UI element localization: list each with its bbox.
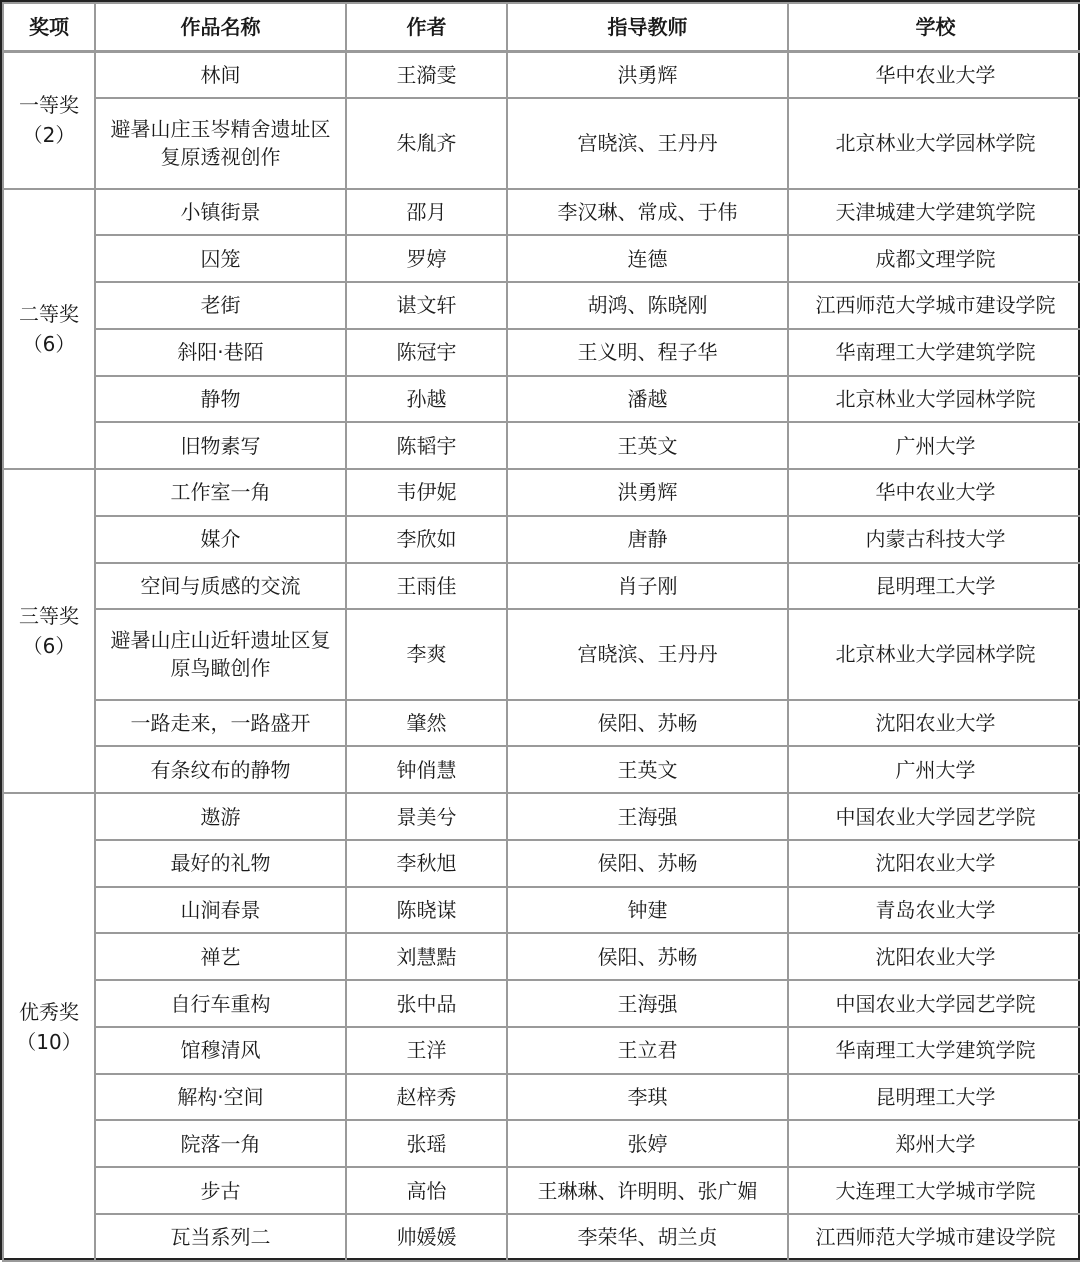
- awards-table: [2, 2, 1080, 1262]
- cell-title: 最好的礼物: [95, 840, 346, 887]
- cell-author: 刘慧黠: [346, 933, 507, 980]
- cell-title: 避暑山庄山近轩遗址区复原鸟瞰创作: [95, 609, 346, 699]
- cell-title: 媒介: [95, 516, 346, 563]
- cell-author: 王雨佳: [346, 563, 507, 610]
- cell-school: 内蒙古科技大学: [788, 516, 1080, 563]
- cell-teacher: 胡鸿、陈晓刚: [507, 282, 788, 329]
- award-count: （6）: [22, 634, 76, 659]
- cell-school: 沈阳农业大学: [788, 700, 1080, 747]
- cell-school: 北京林业大学园林学院: [788, 98, 1080, 188]
- cell-title: 小镇街景: [95, 189, 346, 236]
- cell-teacher: 宫晓滨、王丹丹: [507, 609, 788, 699]
- cell-author: 肇然: [346, 700, 507, 747]
- table-row: [3, 1167, 1080, 1214]
- cell-school: 江西师范大学城市建设学院: [788, 282, 1080, 329]
- cell-teacher: 连德: [507, 235, 788, 282]
- cell-title: 老街: [95, 282, 346, 329]
- cell-author: 王漪雯: [346, 52, 507, 99]
- cell-teacher: 张婷: [507, 1120, 788, 1167]
- table-row: [3, 329, 1080, 376]
- cell-school: 郑州大学: [788, 1120, 1080, 1167]
- header-author: 作者: [346, 3, 507, 52]
- cell-school: 沈阳农业大学: [788, 840, 1080, 887]
- table-row: [3, 376, 1080, 423]
- awards-body: [3, 52, 1080, 1262]
- cell-author: 陈冠宇: [346, 329, 507, 376]
- cell-author: 陈晓谋: [346, 887, 507, 934]
- cell-school: 青岛农业大学: [788, 887, 1080, 934]
- table-row: [3, 700, 1080, 747]
- cell-teacher: 侯阳、苏畅: [507, 700, 788, 747]
- header-row: [3, 3, 1080, 52]
- cell-teacher: 唐静: [507, 516, 788, 563]
- table-row: [3, 189, 1080, 236]
- cell-title: 工作室一角: [95, 469, 346, 516]
- header-award: 奖项: [3, 3, 95, 52]
- header-teacher: 指导教师: [507, 3, 788, 52]
- award-cell: [3, 793, 95, 1261]
- table-row: [3, 235, 1080, 282]
- cell-teacher: 洪勇辉: [507, 469, 788, 516]
- cell-author: 朱胤齐: [346, 98, 507, 188]
- cell-title: 囚笼: [95, 235, 346, 282]
- cell-author: 李秋旭: [346, 840, 507, 887]
- cell-author: 钟俏慧: [346, 746, 507, 793]
- cell-school: 昆明理工大学: [788, 1074, 1080, 1121]
- cell-author: 罗婷: [346, 235, 507, 282]
- cell-teacher: 王海强: [507, 793, 788, 840]
- cell-school: 北京林业大学园林学院: [788, 609, 1080, 699]
- table-row: [3, 746, 1080, 793]
- table-row: [3, 469, 1080, 516]
- cell-teacher: 王义明、程子华: [507, 329, 788, 376]
- award-cell: [3, 189, 95, 470]
- cell-author: 邵月: [346, 189, 507, 236]
- table-row: [3, 1074, 1080, 1121]
- cell-author: 高怡: [346, 1167, 507, 1214]
- cell-author: 张中品: [346, 980, 507, 1027]
- cell-title: 有条纹布的静物: [95, 746, 346, 793]
- award-cell: [3, 469, 95, 793]
- cell-school: 华中农业大学: [788, 469, 1080, 516]
- award-name: 优秀奖: [19, 1000, 79, 1025]
- cell-title: 瓦当系列二: [95, 1214, 346, 1261]
- table-row: [3, 563, 1080, 610]
- cell-school: 北京林业大学园林学院: [788, 376, 1080, 423]
- table-row: [3, 422, 1080, 469]
- cell-title: 旧物素写: [95, 422, 346, 469]
- cell-teacher: 侯阳、苏畅: [507, 933, 788, 980]
- cell-title: 步古: [95, 1167, 346, 1214]
- cell-author: 谌文轩: [346, 282, 507, 329]
- cell-teacher: 潘越: [507, 376, 788, 423]
- cell-title: 馆穆清风: [95, 1027, 346, 1074]
- table-row: [3, 933, 1080, 980]
- cell-teacher: 王英文: [507, 746, 788, 793]
- cell-school: 广州大学: [788, 746, 1080, 793]
- cell-teacher: 宫晓滨、王丹丹: [507, 98, 788, 188]
- table-row: [3, 887, 1080, 934]
- cell-school: 华中农业大学: [788, 52, 1080, 99]
- cell-author: 李爽: [346, 609, 507, 699]
- cell-title: 空间与质感的交流: [95, 563, 346, 610]
- cell-title: 山涧春景: [95, 887, 346, 934]
- cell-title: 一路走来，一路盛开: [95, 700, 346, 747]
- award-count: （10）: [16, 1030, 82, 1055]
- award-cell: [3, 52, 95, 189]
- award-name: 二等奖: [19, 301, 79, 326]
- table-row: [3, 840, 1080, 887]
- cell-teacher: 王立君: [507, 1027, 788, 1074]
- cell-teacher: 王琳琳、许明明、张广媚: [507, 1167, 788, 1214]
- header-title: 作品名称: [95, 3, 346, 52]
- cell-author: 赵梓秀: [346, 1074, 507, 1121]
- award-name: 一等奖: [19, 93, 79, 118]
- award-count: （2）: [22, 123, 76, 148]
- cell-school: 华南理工大学建筑学院: [788, 329, 1080, 376]
- cell-title: 自行车重构: [95, 980, 346, 1027]
- cell-school: 昆明理工大学: [788, 563, 1080, 610]
- cell-author: 帅媛媛: [346, 1214, 507, 1261]
- table-row: [3, 98, 1080, 188]
- table-row: [3, 609, 1080, 699]
- cell-title: 院落一角: [95, 1120, 346, 1167]
- award-name: 三等奖: [19, 604, 79, 629]
- cell-title: 禅艺: [95, 933, 346, 980]
- cell-title: 斜阳·巷陌: [95, 329, 346, 376]
- cell-author: 韦伊妮: [346, 469, 507, 516]
- table-row: [3, 52, 1080, 99]
- table-row: [3, 516, 1080, 563]
- cell-school: 成都文理学院: [788, 235, 1080, 282]
- cell-school: 天津城建大学建筑学院: [788, 189, 1080, 236]
- cell-school: 华南理工大学建筑学院: [788, 1027, 1080, 1074]
- table-row: [3, 793, 1080, 840]
- cell-teacher: 李琪: [507, 1074, 788, 1121]
- cell-school: 中国农业大学园艺学院: [788, 980, 1080, 1027]
- cell-title: 避暑山庄玉岑精舍遗址区复原透视创作: [95, 98, 346, 188]
- header-school: 学校: [788, 3, 1080, 52]
- table-row: [3, 980, 1080, 1027]
- award-count: （6）: [22, 331, 76, 356]
- table-row: [3, 1027, 1080, 1074]
- cell-school: 大连理工大学城市学院: [788, 1167, 1080, 1214]
- table-row: [3, 282, 1080, 329]
- cell-school: 沈阳农业大学: [788, 933, 1080, 980]
- cell-school: 中国农业大学园艺学院: [788, 793, 1080, 840]
- table-row: [3, 1120, 1080, 1167]
- cell-author: 景美兮: [346, 793, 507, 840]
- cell-author: 陈韬宇: [346, 422, 507, 469]
- cell-title: 解构·空间: [95, 1074, 346, 1121]
- cell-author: 李欣如: [346, 516, 507, 563]
- cell-author: 孙越: [346, 376, 507, 423]
- cell-teacher: 洪勇辉: [507, 52, 788, 99]
- cell-teacher: 肖子刚: [507, 563, 788, 610]
- cell-title: 静物: [95, 376, 346, 423]
- cell-school: 江西师范大学城市建设学院: [788, 1214, 1080, 1261]
- cell-teacher: 钟建: [507, 887, 788, 934]
- cell-teacher: 侯阳、苏畅: [507, 840, 788, 887]
- table-row: [3, 1214, 1080, 1261]
- cell-teacher: 李汉琳、常成、于伟: [507, 189, 788, 236]
- cell-title: 遨游: [95, 793, 346, 840]
- cell-teacher: 李荣华、胡兰贞: [507, 1214, 788, 1261]
- cell-author: 王洋: [346, 1027, 507, 1074]
- cell-title: 林间: [95, 52, 346, 99]
- cell-school: 广州大学: [788, 422, 1080, 469]
- cell-teacher: 王英文: [507, 422, 788, 469]
- cell-teacher: 王海强: [507, 980, 788, 1027]
- cell-author: 张瑶: [346, 1120, 507, 1167]
